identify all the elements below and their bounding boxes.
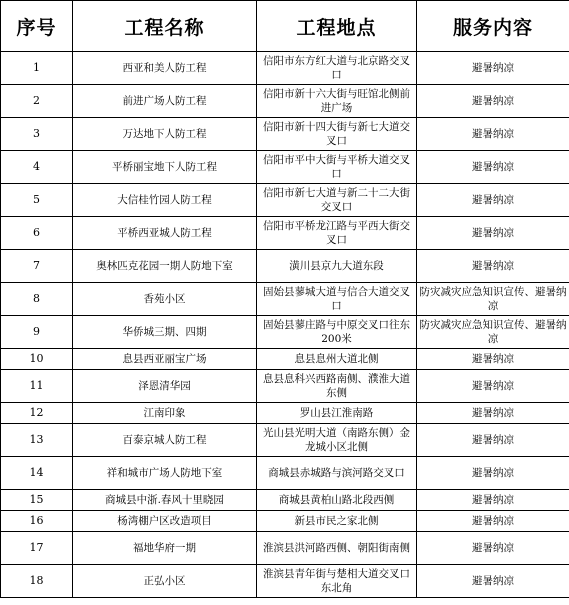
cell-project-location: 信阳市平中大街与平桥大道交叉口 bbox=[257, 151, 417, 184]
cell-index: 12 bbox=[1, 403, 73, 424]
header-name: 工程名称 bbox=[73, 1, 257, 52]
cell-service-content: 防灾减灾应急知识宣传、避暑纳凉 bbox=[417, 316, 569, 349]
table-row bbox=[1, 250, 569, 283]
table-row bbox=[1, 565, 569, 598]
cell-index: 10 bbox=[1, 349, 73, 370]
cell-project-location: 信阳市东方红大道与北京路交叉口 bbox=[257, 52, 417, 85]
cell-index: 1 bbox=[1, 52, 73, 85]
cell-index: 3 bbox=[1, 118, 73, 151]
cell-service-content: 避暑纳凉 bbox=[417, 424, 569, 457]
cell-service-content: 避暑纳凉 bbox=[417, 118, 569, 151]
cell-project-location: 商城县赤城路与滨河路交叉口 bbox=[257, 457, 417, 490]
cell-index: 13 bbox=[1, 424, 73, 457]
cell-service-content: 避暑纳凉 bbox=[417, 403, 569, 424]
table-row bbox=[1, 424, 569, 457]
cell-index: 2 bbox=[1, 85, 73, 118]
cell-project-name: 华侨城三期、四期 bbox=[73, 316, 257, 349]
cell-service-content: 避暑纳凉 bbox=[417, 250, 569, 283]
cell-service-content: 避暑纳凉 bbox=[417, 511, 569, 532]
cell-project-name: 大信桂竹园人防工程 bbox=[73, 184, 257, 217]
cell-project-location: 淮滨县洪河路西侧、朝阳街南侧 bbox=[257, 532, 417, 565]
cell-project-name: 百泰京城人防工程 bbox=[73, 424, 257, 457]
table-row bbox=[1, 118, 569, 151]
cell-index: 8 bbox=[1, 283, 73, 316]
cell-service-content: 避暑纳凉 bbox=[417, 565, 569, 598]
cell-project-name: 平桥丽宝地下人防工程 bbox=[73, 151, 257, 184]
cell-project-location: 信阳市新十六大街与旺馆北侧前进广场 bbox=[257, 85, 417, 118]
cell-project-location: 商城县黄柏山路北段西侧 bbox=[257, 490, 417, 511]
cell-index: 9 bbox=[1, 316, 73, 349]
cell-project-name: 祥和城市广场人防地下室 bbox=[73, 457, 257, 490]
cell-service-content: 避暑纳凉 bbox=[417, 85, 569, 118]
cell-index: 15 bbox=[1, 490, 73, 511]
table-row bbox=[1, 217, 569, 250]
table-row bbox=[1, 52, 569, 85]
table-row bbox=[1, 370, 569, 403]
table-body bbox=[1, 52, 569, 598]
table-row bbox=[1, 316, 569, 349]
cell-service-content: 避暑纳凉 bbox=[417, 490, 569, 511]
cell-project-location: 信阳市平桥龙江路与平西大街交叉口 bbox=[257, 217, 417, 250]
table-row bbox=[1, 511, 569, 532]
cell-project-location: 息县息科兴西路南侧、濮淮大道东侧 bbox=[257, 370, 417, 403]
cell-service-content: 避暑纳凉 bbox=[417, 52, 569, 85]
cell-project-location: 罗山县江淮南路 bbox=[257, 403, 417, 424]
table-row bbox=[1, 85, 569, 118]
header-row bbox=[1, 1, 569, 52]
cell-index: 11 bbox=[1, 370, 73, 403]
cell-project-name: 息县西亚丽宝广场 bbox=[73, 349, 257, 370]
cell-index: 18 bbox=[1, 565, 73, 598]
cell-service-content: 避暑纳凉 bbox=[417, 532, 569, 565]
cell-project-location: 淮滨县青年街与楚相大道交叉口东北角 bbox=[257, 565, 417, 598]
table-row bbox=[1, 151, 569, 184]
table-row bbox=[1, 184, 569, 217]
cell-service-content: 避暑纳凉 bbox=[417, 217, 569, 250]
cell-project-location: 固始县蓼庄路与中原交叉口往东200米 bbox=[257, 316, 417, 349]
cell-project-name: 前进广场人防工程 bbox=[73, 85, 257, 118]
cell-project-location: 潢川县京九大道东段 bbox=[257, 250, 417, 283]
cell-index: 17 bbox=[1, 532, 73, 565]
cell-project-location: 信阳市新七大道与新二十二大街交叉口 bbox=[257, 184, 417, 217]
cell-service-content: 防灾减灾应急知识宣传、避暑纳凉 bbox=[417, 283, 569, 316]
table-row bbox=[1, 283, 569, 316]
cell-project-name: 福地华府一期 bbox=[73, 532, 257, 565]
table-header bbox=[1, 1, 569, 52]
cell-project-name: 万达地下人防工程 bbox=[73, 118, 257, 151]
cell-project-name: 正弘小区 bbox=[73, 565, 257, 598]
table-row bbox=[1, 532, 569, 565]
header-index: 序号 bbox=[1, 1, 73, 52]
cell-project-location: 息县息州大道北侧 bbox=[257, 349, 417, 370]
table-row bbox=[1, 403, 569, 424]
cell-project-location: 信阳市新十四大街与新七大道交叉口 bbox=[257, 118, 417, 151]
cell-project-name: 泽恩清华园 bbox=[73, 370, 257, 403]
cell-project-name: 商城县中浙.春风十里晓园 bbox=[73, 490, 257, 511]
cell-index: 4 bbox=[1, 151, 73, 184]
cell-index: 7 bbox=[1, 250, 73, 283]
cell-service-content: 避暑纳凉 bbox=[417, 184, 569, 217]
cell-index: 6 bbox=[1, 217, 73, 250]
table-row bbox=[1, 457, 569, 490]
cell-service-content: 避暑纳凉 bbox=[417, 151, 569, 184]
cell-project-name: 江南印象 bbox=[73, 403, 257, 424]
cell-project-name: 平桥西亚城人防工程 bbox=[73, 217, 257, 250]
header-location: 工程地点 bbox=[257, 1, 417, 52]
cell-project-location: 新县市民之家北侧 bbox=[257, 511, 417, 532]
cell-service-content: 避暑纳凉 bbox=[417, 349, 569, 370]
header-service: 服务内容 bbox=[417, 1, 569, 52]
cell-service-content: 避暑纳凉 bbox=[417, 370, 569, 403]
cell-project-name: 奥林匹克花园一期人防地下室 bbox=[73, 250, 257, 283]
cell-project-name: 香苑小区 bbox=[73, 283, 257, 316]
cell-project-name: 西亚和美人防工程 bbox=[73, 52, 257, 85]
table-row bbox=[1, 490, 569, 511]
table-row bbox=[1, 349, 569, 370]
cell-index: 16 bbox=[1, 511, 73, 532]
cell-project-location: 固始县蓼城大道与信合大道交叉口 bbox=[257, 283, 417, 316]
cell-project-location: 光山县光明大道（南路东侧）金龙城小区北侧 bbox=[257, 424, 417, 457]
cell-index: 5 bbox=[1, 184, 73, 217]
cell-project-name: 杨湾棚户区改造项目 bbox=[73, 511, 257, 532]
cell-service-content: 避暑纳凉 bbox=[417, 457, 569, 490]
cell-index: 14 bbox=[1, 457, 73, 490]
